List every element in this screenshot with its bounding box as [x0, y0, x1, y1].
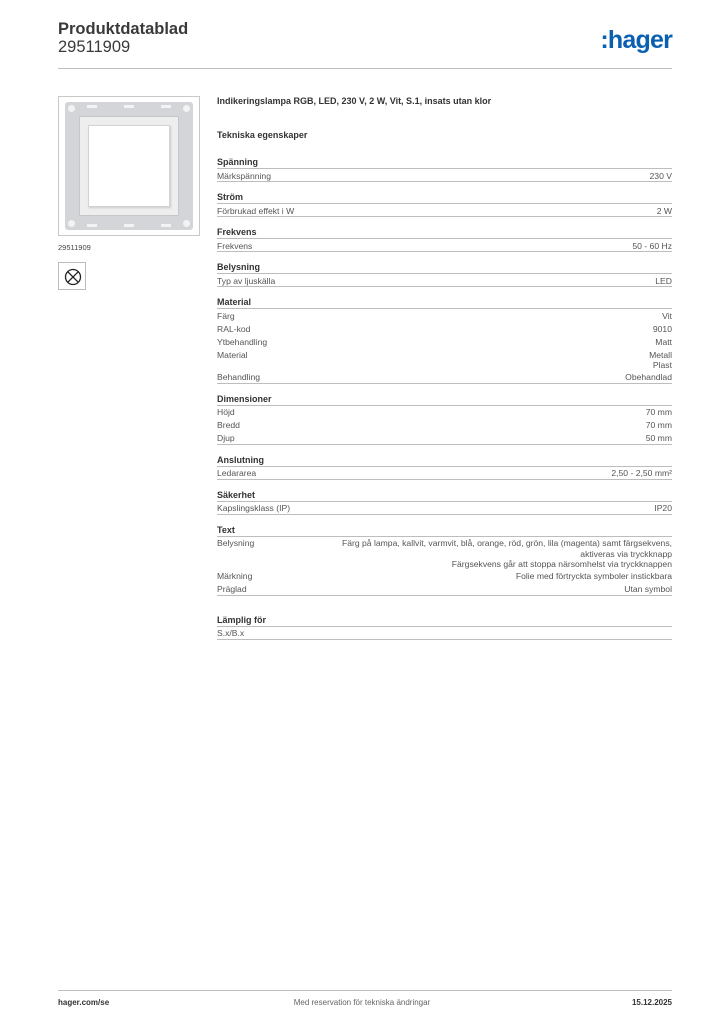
section-title: Dimensioner: [217, 393, 672, 406]
spec-values: [235, 311, 672, 323]
section-title: Lämplig för: [217, 614, 672, 627]
spec-label: Material: [217, 349, 248, 360]
spec-section: [217, 524, 672, 596]
spec-values: [275, 276, 672, 287]
spec-section: [217, 614, 672, 640]
spec-row: [217, 627, 672, 640]
spec-value: 2 W: [656, 205, 672, 216]
product-image: [58, 96, 200, 236]
section-title: Material: [217, 296, 672, 309]
spec-value: 70 mm: [645, 407, 672, 417]
spec-section: [217, 156, 672, 182]
spec-values: [252, 241, 672, 252]
spec-value: Utan symbol: [624, 584, 672, 594]
section-title: Belysning: [217, 261, 672, 274]
cover-frame: [65, 102, 193, 230]
lamp-face: [88, 125, 170, 207]
spec-value: 70 mm: [645, 420, 672, 430]
footer-divider: [58, 990, 672, 991]
section-title: Text: [217, 524, 672, 537]
spec-label: Typ av ljuskälla: [217, 275, 276, 286]
spec-values: [290, 503, 672, 514]
spec-values: [250, 324, 672, 336]
spec-label: Kapslingsklass (IP): [217, 503, 291, 513]
spec-value: Obehandlad: [625, 372, 672, 382]
spec-section: [217, 191, 672, 217]
spec-label: Behandling: [217, 372, 261, 382]
spec-label: Belysning: [217, 538, 255, 548]
spec-label: Märkspänning: [217, 170, 271, 181]
spec-label: Färg: [217, 310, 235, 321]
spec-values: [244, 628, 672, 639]
spec-section: [217, 393, 672, 445]
spec-label: Ytbehandling: [217, 336, 268, 347]
spec-section: [217, 454, 672, 480]
product-description: Indikeringslampa RGB, LED, 230 V, 2 W, Vit, S.1, insats utan klor: [217, 96, 492, 106]
spec-row: [217, 309, 672, 322]
spec-values: [252, 571, 672, 583]
image-caption: 29511909: [58, 243, 91, 252]
spec-row: [217, 322, 672, 335]
hager-logo: :hager: [600, 26, 672, 54]
lamp-insert: [79, 116, 179, 216]
spec-section: [217, 226, 672, 252]
spec-value: Folie med förtryckta symboler instickbara: [515, 571, 672, 581]
spec-value: Metall: [649, 349, 672, 360]
spec-value: IP20: [654, 503, 672, 513]
spec-row: [217, 371, 672, 384]
spec-heading: Tekniska egenskaper: [217, 130, 308, 140]
spec-values: [235, 433, 672, 444]
spec-label: RAL-kod: [217, 323, 251, 334]
spec-label: Bredd: [217, 420, 240, 430]
spec-row: [217, 169, 672, 182]
spec-row: [217, 406, 672, 419]
spec-row: [217, 348, 672, 371]
spec-row: [217, 502, 672, 515]
spec-value: 2,50 - 2,50 mm²: [611, 468, 672, 478]
spec-values: [247, 584, 672, 595]
spec-value: Färg på lampa, kallvit, varmvit, blå, orange, röd, grön, lila (magenta) samt färgsekvens,: [341, 538, 672, 548]
lamp-symbol-icon: [58, 262, 86, 290]
product-code: 29511909: [58, 38, 131, 56]
spec-label: Djup: [217, 433, 235, 443]
spec-value: 9010: [652, 323, 672, 334]
spec-row: [217, 432, 672, 445]
spec-value: aktiveras via tryckknapp: [580, 548, 672, 559]
page-title: Produktdatablad: [58, 20, 189, 38]
spec-value: 50 - 60 Hz: [632, 240, 672, 251]
spec-row: [217, 583, 672, 596]
spec-values: [271, 171, 672, 182]
spec-value: 50 mm: [645, 433, 672, 443]
spec-row: [217, 335, 672, 348]
spec-row: [217, 239, 672, 252]
spec-row: [217, 467, 672, 480]
spec-label: Ledararea: [217, 468, 257, 478]
spec-values: [254, 538, 672, 570]
spec-values: [256, 468, 672, 479]
spec-section: [217, 261, 672, 287]
spec-sections: [217, 156, 672, 649]
spec-values: [294, 206, 672, 217]
section-title: Frekvens: [217, 226, 672, 239]
section-title: Anslutning: [217, 454, 672, 467]
spec-row: [217, 419, 672, 432]
spec-values: [267, 337, 672, 349]
section-title: Spänning: [217, 156, 672, 169]
spec-section: [217, 489, 672, 515]
footer-website: hager.com/se: [58, 998, 110, 1007]
spec-row: [217, 570, 672, 583]
section-title: Ström: [217, 191, 672, 204]
spec-label: Förbrukad effekt i W: [217, 205, 295, 216]
header-divider: [58, 68, 672, 69]
spec-values: [248, 350, 672, 371]
spec-value: Matt: [655, 336, 672, 347]
spec-label: Märkning: [217, 571, 253, 581]
spec-value: 230 V: [649, 170, 672, 181]
spec-row: [217, 274, 672, 287]
spec-values: [235, 407, 672, 419]
spec-label: Frekvens: [217, 240, 253, 251]
spec-values: [240, 420, 672, 432]
spec-value: Plast: [652, 360, 672, 370]
spec-value: Vit: [662, 310, 672, 321]
spec-values: [260, 372, 672, 383]
spec-row: [217, 204, 672, 217]
footer-disclaimer: Med reservation för tekniska ändringar: [293, 998, 431, 1007]
spec-label: Präglad: [217, 584, 247, 594]
section-title: Säkerhet: [217, 489, 672, 502]
spec-value: Färgsekvens går att stoppa närsomhelst via tryckknappen: [451, 559, 672, 569]
spec-label: S.x/B.x: [217, 628, 245, 638]
footer-date: 15.12.2025: [631, 998, 672, 1007]
spec-section: [217, 296, 672, 384]
spec-value: LED: [655, 275, 672, 286]
spec-row: [217, 537, 672, 570]
spec-label: Höjd: [217, 407, 235, 417]
